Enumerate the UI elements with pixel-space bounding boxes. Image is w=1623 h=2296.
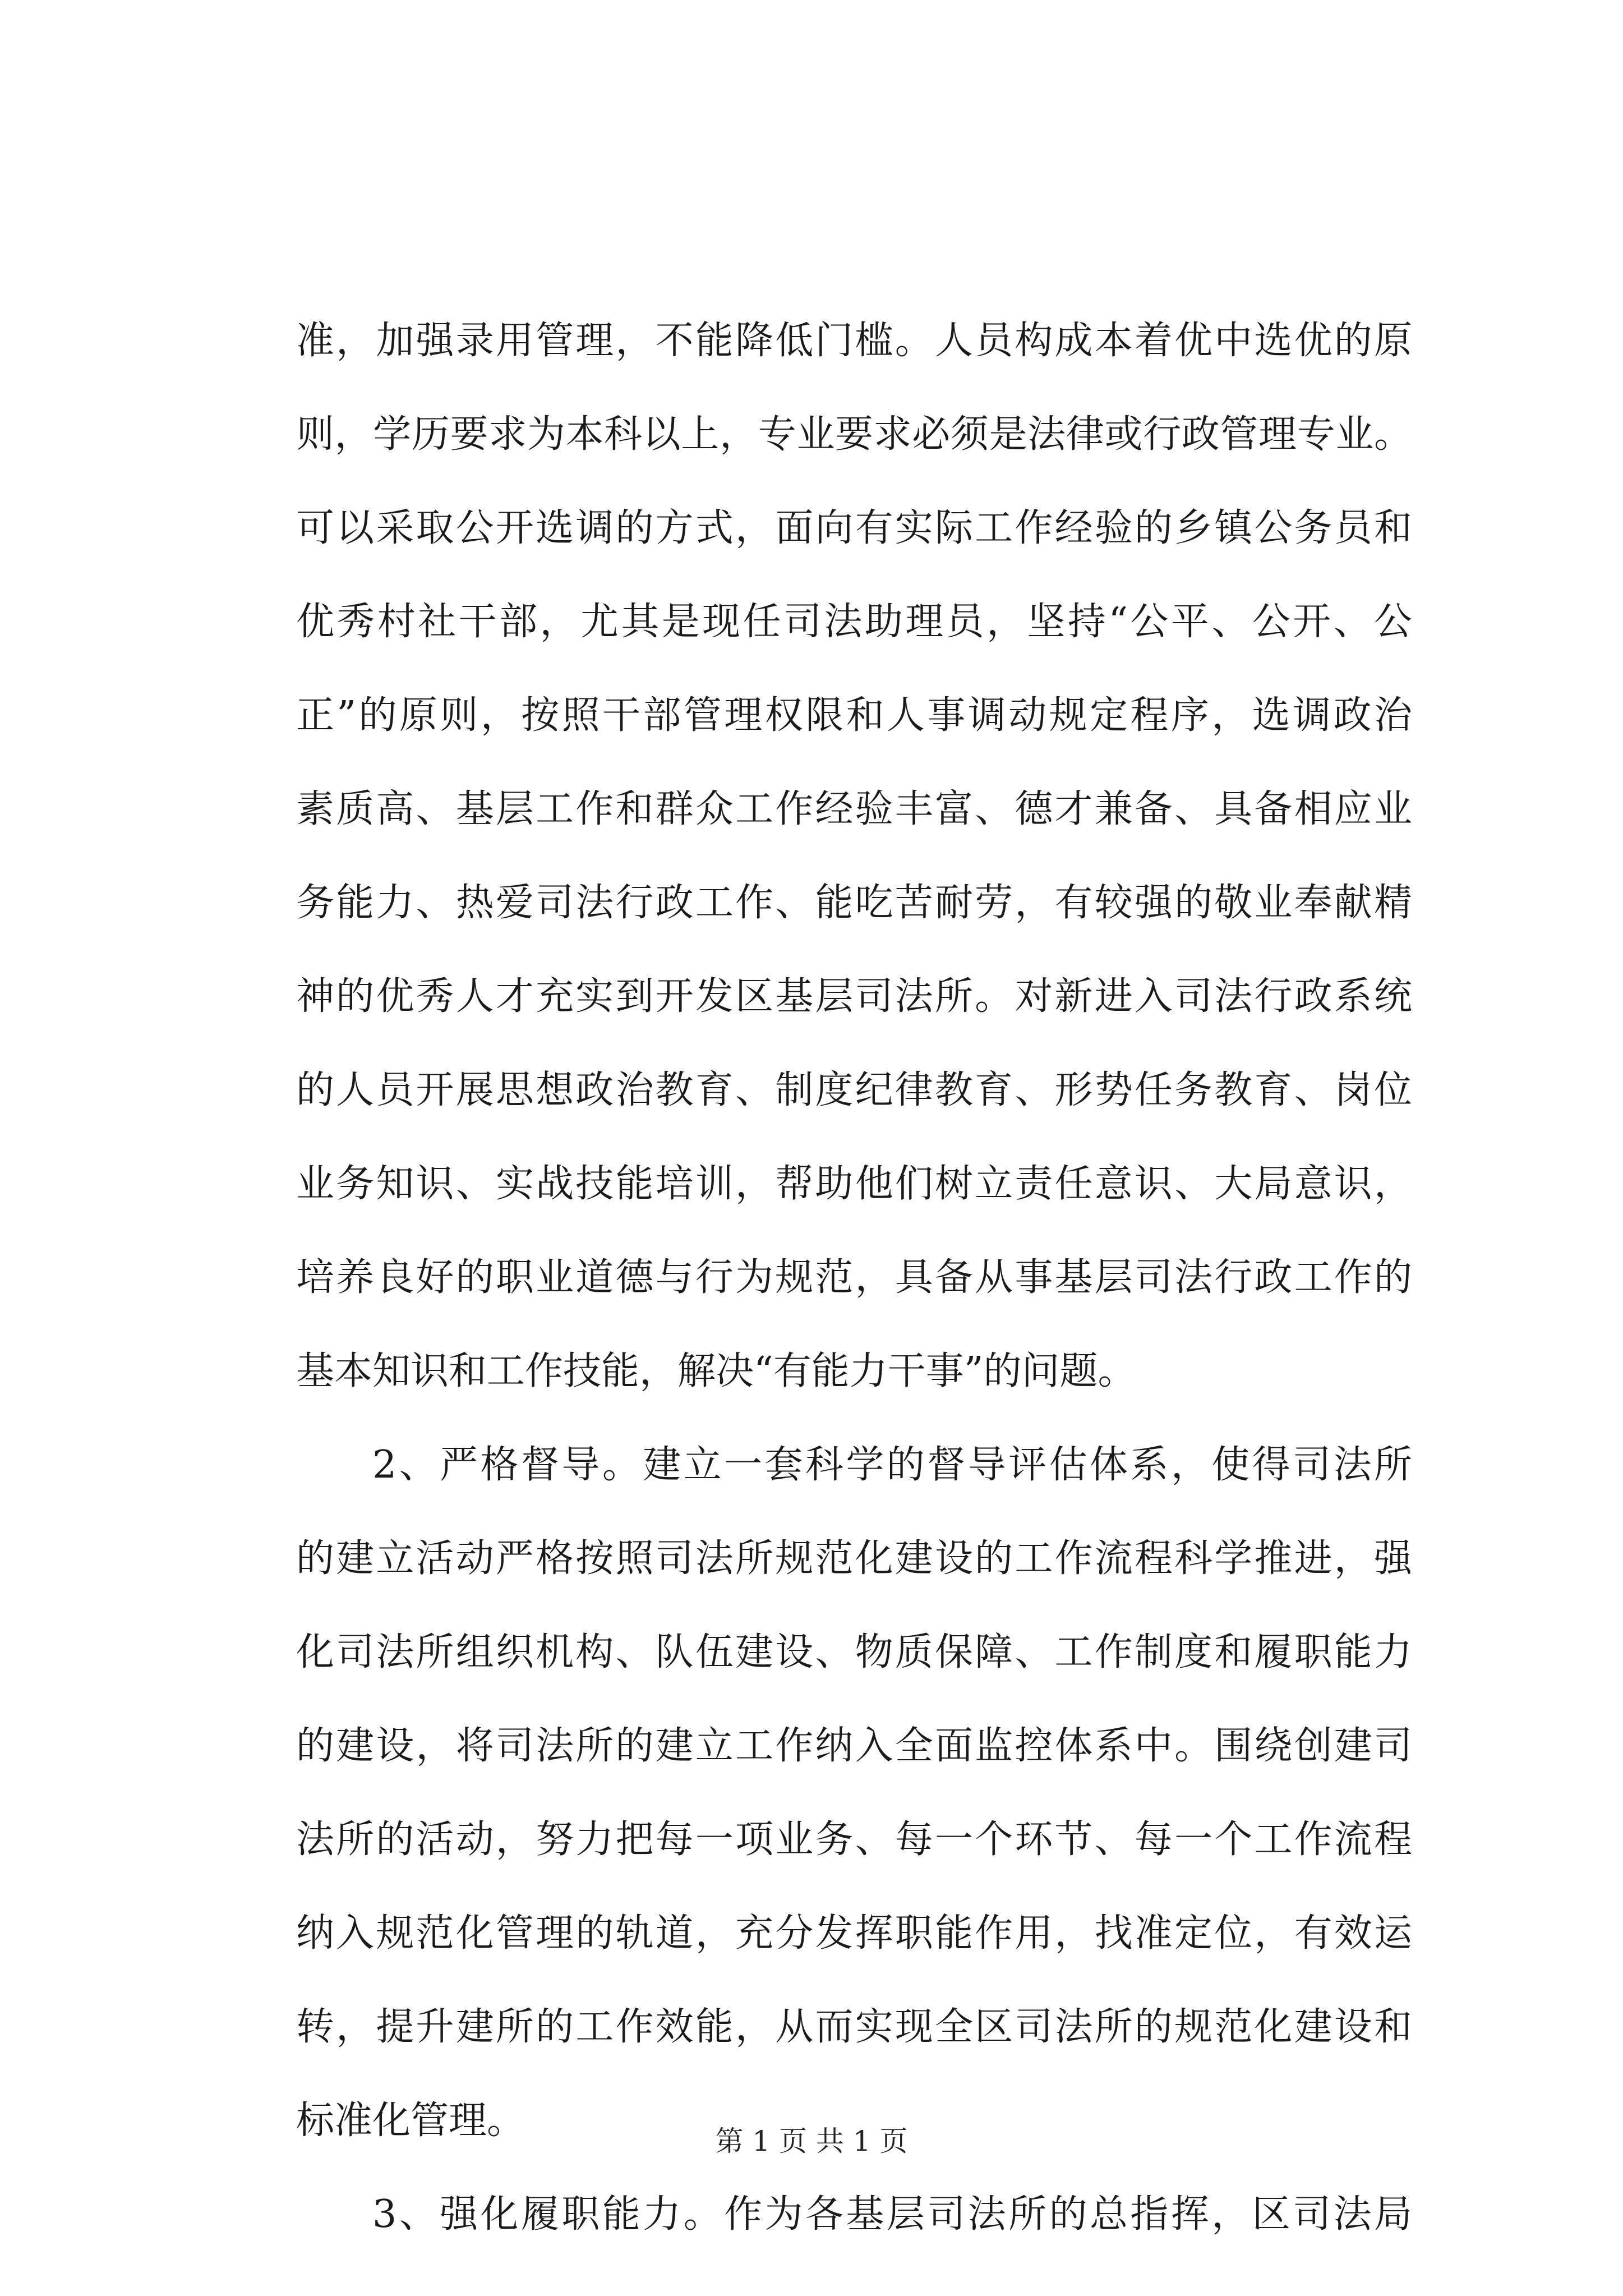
text-line: 的建立活动严格按照司法所规范化建设的工作流程科学推进，强 bbox=[296, 1536, 1412, 1581]
text-line: 素质高、基层工作和群众工作经验丰富、德才兼备、具备相应业 bbox=[296, 787, 1412, 831]
text-line: 的建设，将司法所的建立工作纳入全面监控体系中。围绕创建司 bbox=[296, 1724, 1412, 1768]
page-footer: 第 1 页 共 1 页 bbox=[715, 2125, 908, 2157]
text-line: 务能力、热爱司法行政工作、能吃苦耐劳，有较强的敬业奉献精 bbox=[296, 881, 1412, 925]
text-line: 法所的活动，努力把每一项业务、每一个环节、每一个工作流程 bbox=[296, 1818, 1412, 1862]
text-line: 基本知识和工作技能，解决“有能力干事”的问题。 bbox=[296, 1349, 1136, 1393]
text-line: 转，提升建所的工作效能，从而实现全区司法所的规范化建设和 bbox=[296, 2005, 1412, 2049]
text-line: 的人员开展思想政治教育、制度纪律教育、形势任务教育、岗位 bbox=[296, 1068, 1412, 1112]
text-line: 培养良好的职业道德与行为规范，具备从事基层司法行政工作的 bbox=[296, 1255, 1412, 1300]
text-line: 正”的原则，按照干部管理权限和人事调动规定程序，选调政治 bbox=[296, 693, 1412, 738]
text-line: 标准化管理。 bbox=[296, 2099, 525, 2143]
paragraph-heading-line: 2、严格督导。建立一套科学的督导评估体系，使得司法所 bbox=[372, 1443, 1412, 1487]
text-line: 化司法所组织机构、队伍建设、物质保障、工作制度和履职能力 bbox=[296, 1630, 1412, 1674]
paragraph-heading-line: 3、强化履职能力。作为各基层司法所的总指挥，区司法局 bbox=[372, 2192, 1412, 2237]
document-body bbox=[296, 294, 1412, 2261]
text-line: 纳入规范化管理的轨道，充分发挥职能作用，找准定位，有效运 bbox=[296, 1911, 1412, 1955]
text-line: 神的优秀人才充实到开发区基层司法所。对新进入司法行政系统 bbox=[296, 974, 1412, 1019]
text-line: 准，加强录用管理，不能降低门槛。人员构成本着优中选优的原 bbox=[296, 319, 1412, 363]
text-line: 可以采取公开选调的方式，面向有实际工作经验的乡镇公务员和 bbox=[296, 506, 1412, 550]
text-line: 优秀村社干部，尤其是现任司法助理员，坚持“公平、公开、公 bbox=[296, 600, 1412, 644]
text-line: 则，学历要求为本科以上，专业要求必须是法律或行政管理专业。 bbox=[296, 412, 1412, 457]
text-line: 业务知识、实战技能培训，帮助他们树立责任意识、大局意识， bbox=[296, 1162, 1412, 1206]
